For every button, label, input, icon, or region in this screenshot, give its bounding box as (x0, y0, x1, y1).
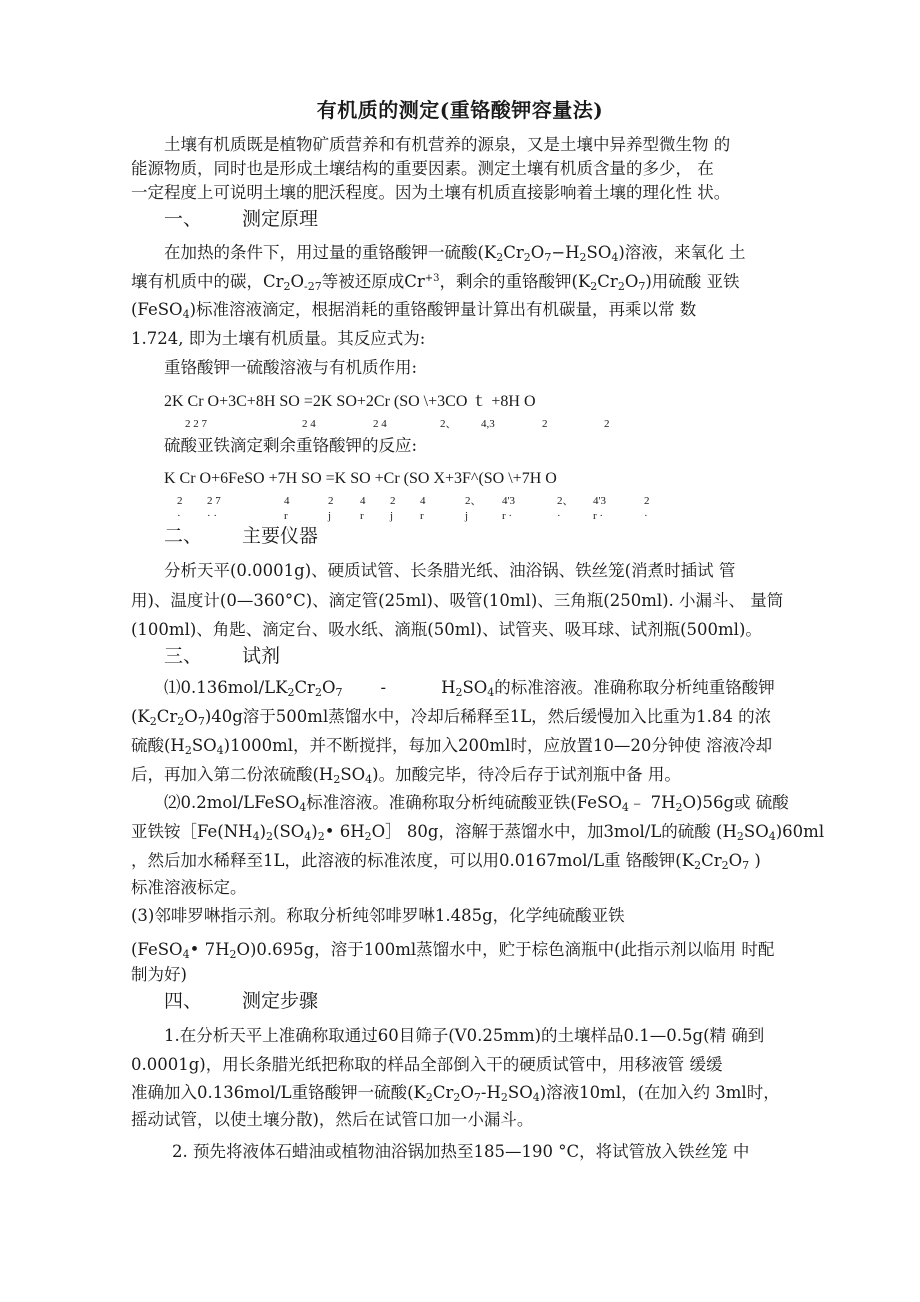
equation-2-index: · (177, 510, 181, 522)
equation-2-index: 2、 (465, 495, 482, 507)
section-number: 一、 (164, 208, 203, 230)
equation-2-index: j (390, 510, 394, 522)
section-title: 主要仪器 (242, 525, 319, 547)
intro-line-2: 能源物质，同时也是形成土壤结构的重要因素。测定土壤有机质含量的多少， 在 (131, 159, 714, 178)
principle-line-3: (FeSO$_4$)标准溶液滴定，根据消耗的重铬酸钾量计算出有机碳量，再乘以常 数 (131, 300, 697, 321)
equation-2-index: · (557, 510, 561, 522)
equation-2-index: 2、 (557, 495, 574, 507)
reagent-2-line-4: 标准溶液标定。 (131, 878, 247, 897)
step-2-line-1: 2. 预先将液体石蜡油或植物油浴锅加热至185—190 °C，将试管放入铁丝笼 中 (172, 1142, 750, 1161)
equation-2-index: 4 (360, 495, 366, 507)
equation-2-index: r (360, 510, 364, 522)
section-title: 试剂 (242, 645, 281, 667)
intro-line-1: 土壤有机质既是植物矿质营养和有机营养的源泉，又是土壤中异养型微生物 的 (164, 135, 731, 154)
step-1-line-3: 准确加入0.136mol/L重铬酸钾一硫酸$(K_2Cr_2O_7-H_2SO_4)$溶液10ml，(在加入约 3ml时， (131, 1083, 780, 1104)
principle-line-5: 重铬酸钾一硫酸溶液与有机质作用: (164, 358, 418, 377)
reagent-2-line-3: ，然后加水稀释至1L，此溶液的标准浓度，可以用0.0167mol/L重 铬酸钾($K_2Cr_2O_7$ ) (131, 851, 761, 872)
reagent-1-line-1: $⑴0.136mol/LK_2Cr_2O_7 - H_2SO_4$的标准溶液。准确称取分析纯重铬酸钾 (164, 678, 775, 699)
equation-1-index: 2、 (440, 418, 457, 430)
section-number: 三、 (164, 645, 203, 667)
equation-1-index: 2 (604, 418, 610, 430)
instruments-line-2: 用)、温度计(0—360°C)、滴定管(25ml)、吸管(10ml)、三角瓶(250ml). 小漏斗、 量筒 (131, 591, 784, 610)
equation-2-index: 4 (420, 495, 426, 507)
equation-2-index: 2 (390, 495, 396, 507)
principle-line-2: 壤有机质中的碳，$Cr_2O_{-27}$等被还原成$Cr^{+3}$，剩余的重铬酸钾$(K_2Cr_2O_7)$用硫酸 亚铁 (131, 272, 740, 293)
reagent-1-line-4: 后，再加入第二份浓硫酸$(H_2SO_4)$。加酸完毕，待冷后存于试剂瓶中备 用。 (131, 765, 681, 786)
equation-2-index: r (420, 510, 424, 522)
section-heading-procedure (164, 989, 318, 1013)
equation-1-index: 2 2 7 (185, 418, 207, 430)
reagent-1-line-3: 硫酸$(H_2SO_4)1000ml$，并不断搅拌，每加入200ml时，应放置10—20分钟使 溶液冷却 (131, 736, 773, 757)
principle-line-4: 1.724, 即为土壤有机质量。其反应式为: (131, 329, 426, 348)
document-title: 有机质的测定(重铬酸钾容量法) (316, 98, 604, 122)
equation-1-index: 2 4 (302, 418, 316, 430)
equation-2-index: 2 7 (207, 495, 221, 507)
reagent-3-line-3: 制为好) (131, 965, 187, 984)
intro-line-3: 一定程度上可说明土壤的肥沃程度。因为土壤有机质直接影响着土壤的理化性 状。 (131, 183, 731, 202)
equation-2-index: j (465, 510, 469, 522)
section-number: 四、 (164, 990, 203, 1012)
equation-2-index: j (328, 510, 332, 522)
equation-2-index: 2 (177, 495, 183, 507)
step-1-line-4: 摇动试管，以使土壤分散)，然后在试管口加一小漏斗。 (131, 1110, 534, 1129)
equation-2: K Cr O+6FeSO +7H SO =K SO +Cr (SO X+3F^(SO \+7H O (164, 470, 557, 487)
section-title: 测定步骤 (242, 990, 319, 1012)
equation-2-index: r (284, 510, 288, 522)
section-title: 测定原理 (242, 208, 319, 230)
section-heading-principle (164, 207, 318, 231)
section-heading-instruments (164, 524, 318, 548)
equation-1-index: 4,3 (481, 418, 495, 430)
reagent-2-line-2: 亚铁铵$[Fe(NH_4)_2(SO_4)_2•$ $6H_2O]$ 80g，溶解于蒸馏水中，加3mol/L的硫酸 $(H_2SO_4)60ml$ (131, 822, 825, 843)
principle-line-1: 在加热的条件下，用过量的重铬酸钾一硫酸$(K_2Cr_2O_7-H_2SO_4)$溶液，来氧化 土 (164, 243, 746, 264)
equation-2-index: r · (502, 510, 513, 522)
equation-1-index: 2 (542, 418, 548, 430)
reagent-3-line-1: (3)邻啡罗啉指示剂。称取分析纯邻啡罗啉1.485g，化学纯硫酸亚铁 (131, 906, 625, 925)
section-heading-reagents (164, 644, 280, 668)
equation-2-index: 4'3 (593, 495, 606, 507)
step-1-line-2: 0.0001g)，用长条腊光纸把称取的样品全部倒入干的硬质试管中，用移液管 缓缓 (131, 1055, 723, 1074)
reagent-3-line-2: (FeSO$_4$• $7H_2O)0.695g$，溶于100ml蒸馏水中，贮于棕色滴瓶中(此指示剂以临用 时配 (131, 940, 775, 961)
equation-2-index: 2 (644, 495, 650, 507)
step-1-line-1: 1.在分析天平上准确称取通过60目筛子(V0.25mm)的土壤样品0.1—0.5g(精 确到 (164, 1026, 765, 1045)
equation-1-index: 2 4 (373, 418, 387, 430)
equation-2-index: 2 (328, 495, 334, 507)
equation-2-index: 4 (284, 495, 290, 507)
equation-2-index: · · (207, 510, 218, 522)
instruments-line-3: (100ml)、角匙、滴定台、吸水纸、滴瓶(50ml)、试管夹、吸耳球、试剂瓶(500ml)。 (131, 620, 762, 639)
reagent-2-line-1: ⑵0.2mol/LFeSO$_4$标准溶液。准确称取分析纯硫酸亚铁(FeSO$_4$﹣ $7H_2O)56g$或 硫酸 (164, 793, 789, 814)
principle-line-6: 硫酸亚铁滴定剩余重铬酸钾的反应: (164, 436, 418, 455)
equation-2-index: 4'3 (502, 495, 515, 507)
equation-1: 2K Cr O+3C+8H SO =2K SO+2Cr (SO \+3CO ｔ +8H O (164, 393, 536, 410)
section-number: 二、 (164, 525, 203, 547)
equation-2-index: r · (593, 510, 604, 522)
reagent-1-line-2: $(K_2Cr_2O_7)40g$溶于500ml蒸馏水中，冷却后稀释至1L，然后缓慢加入比重为1.84 的浓 (131, 707, 772, 728)
equation-2-index: · (644, 510, 648, 522)
instruments-line-1: 分析天平(0.0001g)、硬质试管、长条腊光纸、油浴锅、铁丝笼(消煮时插试 管 (164, 561, 736, 580)
